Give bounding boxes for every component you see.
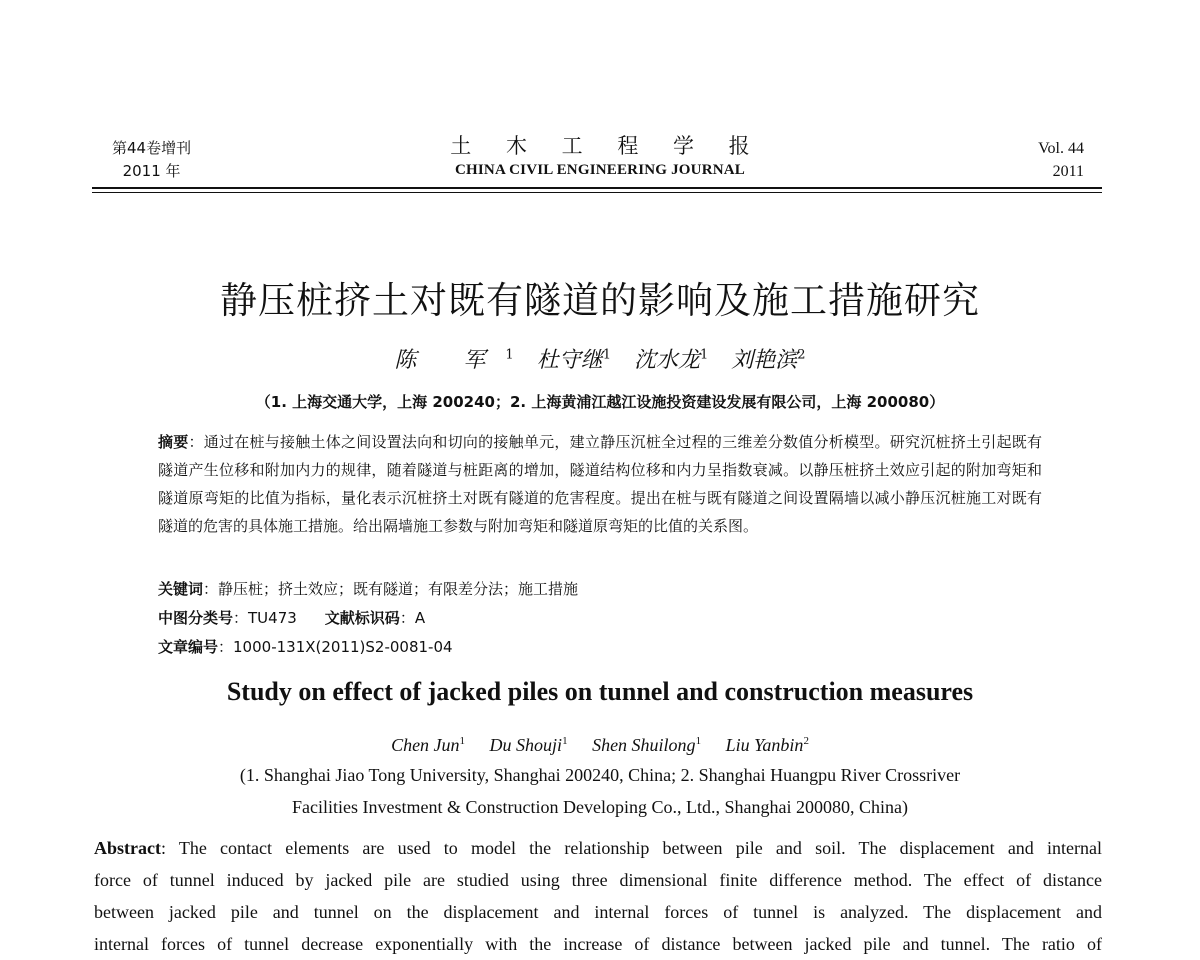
journal-title-en: CHINA CIVIL ENGINEERING JOURNAL [455, 162, 745, 178]
author-en: Du Shouji$^1$ [489, 735, 568, 755]
affiliation-en-line: (1. Shanghai Jiao Tong University, Shanghai 200240, China; 2. Shanghai Huangpu River Crossriver [239, 765, 961, 785]
abstract-en-line: internal forces of tunnel decrease exponentially with the increase of distance between jacked pile and tunnel. The ratio of [94, 934, 1102, 954]
classification-cn [158, 604, 1042, 632]
author-en: Chen Jun$^1$ [391, 735, 466, 755]
keywords-cn-text: ：静压桩；挤土效应；既有隧道；有限差分法；施工措施 [203, 580, 579, 598]
abstract-en [94, 832, 1102, 960]
author-en: Shen Shuilong$^1$ [592, 735, 702, 755]
year-line: 2011 年 [122, 162, 181, 180]
affiliation-en [0, 759, 1200, 823]
header-rule-thin [92, 192, 1102, 193]
article-number-cn [158, 633, 1042, 661]
abstract-cn-text: ：通过在桩与接触土体之间设置法向和切向的接触单元，建立静压沉桩全过程的三维差分数值分析模型。研究沉桩挤土引起既有隧道产生位移和附加内力的规律，随着隧道与桩距离的增加，隧道结构位移和内力呈指数衰减。以静压桩挤土效应引起的附加弯矩和隧道原弯矩的比值为指标，量化表示沉桩挤土对既有隧道的危害程度。提出在桩与既有隧道之间设置隔墙以减小静压沉桩施工对既有隧道的危害的具体施工措施。给出隔墙施工参数与附加弯矩和隧道原弯矩的比值的关系图。 [158, 433, 1042, 535]
volume-en [1038, 137, 1084, 183]
author-list-cn [0, 340, 1200, 377]
abstract-en-label: Abstract [94, 838, 161, 858]
classification-label: 中图分类号 [158, 609, 234, 627]
header-rule-thick [92, 187, 1102, 189]
volume-line: Vol. 44 [1038, 140, 1084, 157]
author-list-en [0, 727, 1200, 759]
doc-code-label: 文献标识码 [324, 609, 400, 627]
abstract-en-line: Abstract: The contact elements are used to model the relationship between pile and soil. The displacement and internal [94, 838, 1102, 858]
journal-title [0, 132, 1200, 180]
article-number-label: 文章编号 [158, 638, 219, 656]
keywords-cn-label: 关键词 [158, 580, 204, 598]
paper-title-cn: 静压桩挤土对既有隧道的影响及施工措施研究 [220, 279, 980, 322]
article-number-value: ：1000-131X(2011)S2-0081-04 [218, 638, 453, 656]
keywords-cn [158, 575, 1042, 603]
abstract-cn-label: 摘要 [158, 433, 189, 451]
affiliation-cn: （1. 上海交通大学，上海 200240；2. 上海黄浦江越江设施投资建设发展有限公司，上海 200080） [255, 393, 945, 411]
author-cn: 刘艳滨$^2$ [731, 348, 806, 374]
abstract-en-line: between jacked pile and tunnel on the displacement and internal forces of tunnel is analyzed. The displacement and [94, 902, 1102, 922]
volume-issue-line: 第44卷增刊 [112, 139, 192, 157]
doc-code-value: ：A [399, 609, 426, 627]
author-cn: 杜守继$^1$ [536, 348, 611, 374]
journal-title-cn: 土 木 工 程 学 报 [450, 134, 764, 158]
affiliation-en-line: Facilities Investment & Construction Developing Co., Ltd., Shanghai 200080, China) [292, 797, 908, 817]
paper-title-en: Study on effect of jacked piles on tunnel and construction measures [226, 677, 974, 706]
classification-value: ：TU473 [233, 609, 297, 627]
author-cn: 沈水龙$^1$ [633, 348, 709, 374]
year-line-en: 2011 [1052, 163, 1084, 180]
author-en: Liu Yanbin$^2$ [725, 735, 809, 755]
abstract-cn [158, 428, 1042, 540]
author-cn: 陈 军$^1$ [394, 348, 514, 374]
abstract-en-line: force of tunnel induced by jacked pile are studied using three dimensional finite difference method. The effect of distance [94, 870, 1102, 890]
